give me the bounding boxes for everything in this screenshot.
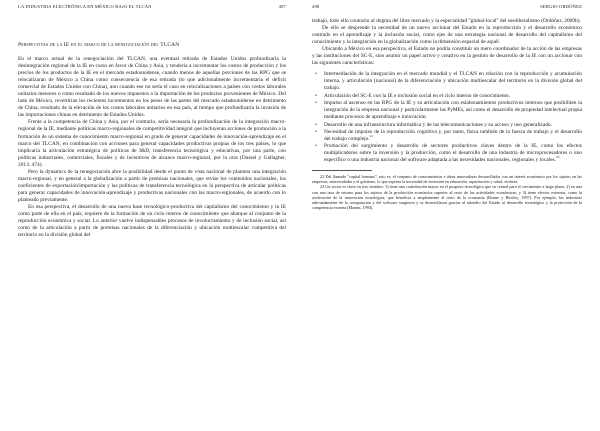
paragraph: trabajo, todo ello contrario al dogma del libre mercado y la especialidad "global-local" del neoliberalismo (Ordóñez, 2009b).	[312, 18, 581, 24]
page-number: 497	[278, 4, 286, 9]
bullet-icon: •	[315, 100, 317, 107]
paragraph: Pero la dynamics de la renegociación abre la posibilidad desde el punto de vista nacional de plantear una integración macro-regional, y en general a la globalización a partir de premisas nacionales, que revise los contenidos nacionales, los coeficientes de exportación/importación y las políticas de transferencia tecnológica en la perspectiva de articular políticas para generar capacidades de innovación-aprendizaje y productivas nacionales con las macro-regionales, de acuerdo con lo planteado previamente.	[18, 168, 286, 203]
list-item-text: Desarrollo de una infraestructura informática y de las telecomunicaciones y su acceso y uso generalizado.	[324, 121, 552, 128]
list-item	[315, 143, 582, 164]
section-title: Perspectivas de la IE en el marco de la renegociación del TLCAN	[18, 42, 180, 48]
list-item-text: Impulso al ascenso en las RPG de la IE y su articulación con eslabonamientos productivos internos que posibiliten la integración de la empresa nacional y particularmente las PyMEs, así como el desarrollo de propiedad intelectual propia mediante procesos de aprendizaje e innovación.	[324, 100, 582, 121]
list-item-text: Intermediación de la integración en el mercado mundial y el TLCAN en relación con la reproducción y acumulación interna, y articulación (nacional) de la diferenciación y ubicación multiescalar del territorio en la división global del trabajo.	[324, 71, 582, 92]
footnote-ref: 23	[556, 155, 560, 160]
paragraph: De ello se desprende la necesidad de un nuevo accionar del Estado en la reproducción y el desarrollo económico centrado en el aprendizaje y la inclusión social, como ejes de una estrategia nacional de desarrollo del capitalismo del conocimiento y la integración en la globalización como la dimensión espacial de aquél.	[312, 25, 582, 46]
page-body	[18, 42, 286, 239]
running-head	[312, 4, 582, 12]
list-item	[315, 100, 582, 121]
running-title: LA INDUSTRIA ELECTRÓNICA EN MÉXICO BAJO EL TLCAN	[18, 4, 152, 9]
paragraph: En el marco actual de la renegociación del TLCAN, una eventual retirada de Estados Unidos profundizaría la desintegración regional de la IE en curso en favor de China y Asia, y tendería a incrementar los costos de producción y los precios de los productos de la IE en el mercado estadounidense, cuando menos de aquellas porciones de las RPG que se relocalizaran de México a China como consecuencia de esa retirada (lo que adicionalmente incrementaría el déficit comercial de Estados Unidos con China), aun cuando ese no sería el caso en relocalizaciones a países con costos laborales unitarios menores o como resultado de los nuevos impuestos a la importación de los productos provenientes de México. Del lado de México, revertirían los recientes incrementos en los pesos de las partes del mercado estadounidense en detrimento de China, resultado de la elevación de los costos laborales unitarios en esa país, al tiempo que profundizaría la invasión de las importaciones chinas en detrimento de Estados Unidos.	[18, 56, 286, 119]
bullet-icon: •	[315, 143, 317, 150]
right-page	[312, 0, 582, 431]
running-head	[18, 4, 286, 12]
list-item	[315, 71, 582, 92]
bullet-icon: •	[315, 121, 317, 128]
bullet-icon: •	[315, 92, 317, 99]
footnotes	[312, 170, 582, 210]
list-item-text: Necesidad de impulso de la reproducción cognitiva y, por tanto, física también de la fuerza de trabajo y el desarrollo del trabajo complejo.	[324, 128, 582, 142]
list-item	[315, 128, 582, 143]
footnote-rule	[312, 170, 372, 171]
footnote: 22 Del llamado "capital humano", esto es, el conjunto de conocimientos e ideas innovadoras desarrollados con un interés económico por los sujetos en las empresas, universidades y el gobierno, lo que expresa la necesidad de inversión en educación, capacitación y salud, etcétera.	[312, 174, 582, 185]
paragraph: Ubicando a México en esa perspectiva, el Estado no podría constituir un mero coordinador de la acción de las empresas y las instituciones del SC-E, sino asumir un papel activo y creativo en la gestión de desarrollo de la IE con un accionar con las siguientes características:	[312, 46, 582, 67]
list-item-text: Articulación del SC-E con la IE e inclusión social en el ciclo interno de conocimiento.	[324, 92, 511, 99]
page-number: 498	[312, 4, 320, 9]
list-item-text: Promoción del surgimiento y desarrollo de sectores productivos claves dentro de la IE, como los efectos multiplicadores sobre la inversión y la producción, como el desarrollo de una industria de microprocesadores o uno específico o una industria nacional del software adaptada a las necesidades nacionales, regionales y locales.	[324, 143, 582, 164]
page-body	[312, 18, 582, 210]
left-page	[18, 0, 286, 431]
list-item	[315, 121, 582, 129]
bullet-icon: •	[315, 128, 317, 135]
characteristics-list	[312, 71, 582, 164]
running-title: SERGIO ORDÓÑEZ	[540, 4, 582, 9]
paragraph: En esa perspectiva, el desarrollo de una nueva base tecnológico-productiva del capitalismo del conocimiento y la IE como parte de ella en el país, requiere de la formación de un ciclo interno de conocimiento que abarque al conjunto de la reproducción económica y social. Lo anterior vuelve indispensables procesos de involucramiento y de inclusión social, así como de la articulación a partir de premisas nacionales de la diferenciación y ubicación multiescalar competitiva del territorio en la división global del	[18, 203, 286, 239]
footnote-ref: 22	[369, 134, 374, 139]
list-item	[315, 92, 582, 100]
bullet-icon: •	[315, 71, 317, 78]
footnote: 23 Un sector es clave en tres sentidos: 1) tiene una contribución mayor en el progreso tecnológico que su central para el crecimiento a largo plazo; 2) en una con una tasa de retorno para los sujetos de la producción económica superior al resto de las actividades económicas; y 3) tiene efectos externos, como la aceleración de la innovación tecnológica, que beneficia a ampliamente al resto de la economía (Bonne y Bewley, 1997). Por ejemplo, las industrias adecuadamente de la computación y del software surgieron y se desarrollaron gracias al subsidio del Estado al desarrollo tecnológico y la protección de la competencia externa (Mamm, 1993).	[312, 184, 582, 211]
paragraph: Frente a la competencia de China y Asia, por el contrario, sería necesaria la profundización de la integración macro-regional de la IE, mediante políticas macro-regionales de competitividad integral que incluyeran acciones de promoción a la formación de un sistema de conocimiento macro-regional en grado de generar capacidades de innovación-aprendizaje en el marco del TLCAN, en combinación con acciones para generar capacidades productivas propias de los tres países, lo que implicaría la articulación estratégica de políticas de I&D, transferencia tecnológica y educativas, por una parte, con políticas industriales, comerciales, fiscales y de incentivos de alcance macro-regional, por la otra (Dussel y Gallagher, 2013: 474).	[18, 119, 286, 168]
